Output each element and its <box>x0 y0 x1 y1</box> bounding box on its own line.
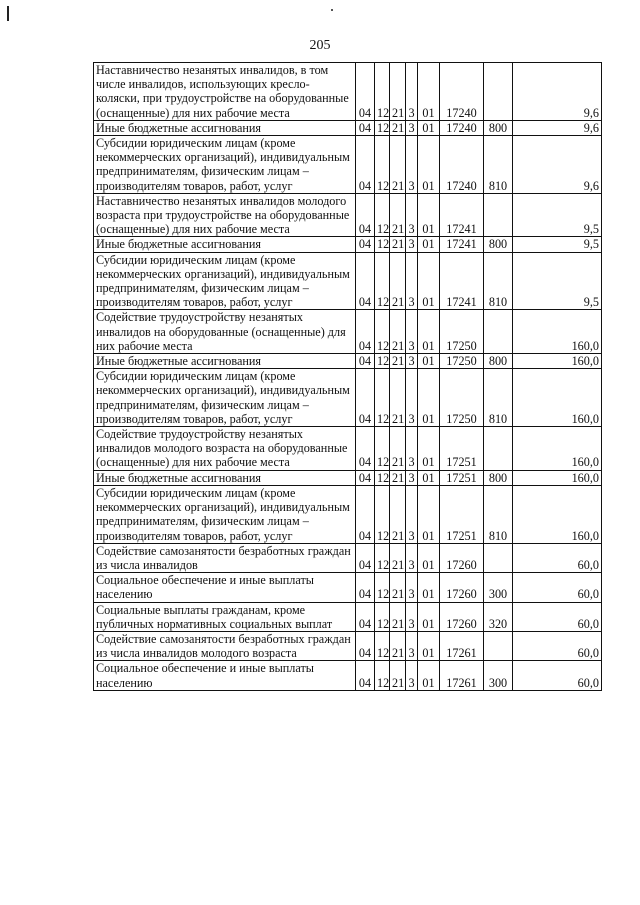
code-program: 21 <box>390 485 406 543</box>
code-main-activity: 01 <box>418 485 440 543</box>
expense-type-code: 810 <box>484 369 513 427</box>
code-section: 04 <box>356 369 375 427</box>
code-program: 21 <box>390 369 406 427</box>
code-direction: 17251 <box>440 470 484 485</box>
amount: 60,0 <box>513 543 602 572</box>
row-name: Иные бюджетные ассигнования <box>94 237 356 252</box>
code-section: 04 <box>356 470 375 485</box>
code-subsection: 12 <box>375 354 390 369</box>
code-direction: 17261 <box>440 661 484 690</box>
expense-type-code <box>484 310 513 354</box>
expense-type-code: 800 <box>484 354 513 369</box>
amount: 160,0 <box>513 369 602 427</box>
table-row <box>94 120 602 135</box>
code-direction: 17241 <box>440 193 484 237</box>
amount: 160,0 <box>513 427 602 471</box>
code-subprogram: 3 <box>406 310 418 354</box>
table-row <box>94 661 602 690</box>
code-subsection: 12 <box>375 369 390 427</box>
row-name: Иные бюджетные ассигнования <box>94 120 356 135</box>
expense-type-code <box>484 63 513 121</box>
code-program: 21 <box>390 310 406 354</box>
expense-type-code: 800 <box>484 237 513 252</box>
code-program: 21 <box>390 573 406 602</box>
budget-table-body <box>94 63 602 691</box>
row-name: Иные бюджетные ассигнования <box>94 470 356 485</box>
row-name: Иные бюджетные ассигнования <box>94 354 356 369</box>
code-subsection: 12 <box>375 136 390 194</box>
code-subprogram: 3 <box>406 252 418 310</box>
table-row <box>94 543 602 572</box>
expense-type-code <box>484 543 513 572</box>
table-row <box>94 485 602 543</box>
code-section: 04 <box>356 485 375 543</box>
row-name: Содействие самозанятости безработных граждан из числа инвалидов <box>94 543 356 572</box>
amount: 9,6 <box>513 120 602 135</box>
code-subprogram: 3 <box>406 237 418 252</box>
code-section: 04 <box>356 252 375 310</box>
code-subsection: 12 <box>375 63 390 121</box>
code-subprogram: 3 <box>406 369 418 427</box>
table-row <box>94 602 602 631</box>
amount: 9,5 <box>513 252 602 310</box>
code-main-activity: 01 <box>418 237 440 252</box>
code-main-activity: 01 <box>418 136 440 194</box>
code-program: 21 <box>390 602 406 631</box>
row-name: Субсидии юридическим лицам (кроме некоммерческих организаций), индивидуальным предпринимателям, физическим лицам – производителям товаров, работ, услуг <box>94 485 356 543</box>
code-subprogram: 3 <box>406 427 418 471</box>
code-subprogram: 3 <box>406 63 418 121</box>
row-name: Социальное обеспечение и иные выплаты населению <box>94 573 356 602</box>
code-main-activity: 01 <box>418 120 440 135</box>
code-section: 04 <box>356 661 375 690</box>
code-direction: 17260 <box>440 573 484 602</box>
code-program: 21 <box>390 470 406 485</box>
amount: 9,5 <box>513 193 602 237</box>
code-section: 04 <box>356 63 375 121</box>
code-subsection: 12 <box>375 485 390 543</box>
table-row <box>94 136 602 194</box>
expense-type-code: 810 <box>484 485 513 543</box>
table-row <box>94 354 602 369</box>
code-main-activity: 01 <box>418 252 440 310</box>
code-direction: 17260 <box>440 543 484 572</box>
code-subsection: 12 <box>375 573 390 602</box>
code-subprogram: 3 <box>406 485 418 543</box>
row-name: Содействие самозанятости безработных граждан из числа инвалидов молодого возраста <box>94 631 356 660</box>
table-row <box>94 470 602 485</box>
code-subprogram: 3 <box>406 543 418 572</box>
code-section: 04 <box>356 237 375 252</box>
code-main-activity: 01 <box>418 573 440 602</box>
code-direction: 17240 <box>440 63 484 121</box>
amount: 60,0 <box>513 602 602 631</box>
code-main-activity: 01 <box>418 354 440 369</box>
amount: 160,0 <box>513 310 602 354</box>
code-section: 04 <box>356 427 375 471</box>
table-row <box>94 193 602 237</box>
expense-type-code: 800 <box>484 470 513 485</box>
code-program: 21 <box>390 661 406 690</box>
amount: 60,0 <box>513 631 602 660</box>
code-program: 21 <box>390 237 406 252</box>
code-program: 21 <box>390 120 406 135</box>
code-subsection: 12 <box>375 120 390 135</box>
code-subprogram: 3 <box>406 354 418 369</box>
code-subprogram: 3 <box>406 193 418 237</box>
code-main-activity: 01 <box>418 427 440 471</box>
amount: 160,0 <box>513 485 602 543</box>
table-row <box>94 310 602 354</box>
row-name: Содействие трудоустройству незанятых инвалидов молодого возраста на оборудованные (оснащенные) для них рабочие места <box>94 427 356 471</box>
row-name: Наставничество незанятых инвалидов молодого возраста при трудоустройстве на оборудованные (оснащенные) для них рабочие места <box>94 193 356 237</box>
code-direction: 17261 <box>440 631 484 660</box>
code-direction: 17251 <box>440 427 484 471</box>
table-row <box>94 369 602 427</box>
scan-margin-mark <box>7 6 9 21</box>
code-program: 21 <box>390 63 406 121</box>
expense-type-code: 800 <box>484 120 513 135</box>
code-main-activity: 01 <box>418 369 440 427</box>
code-subprogram: 3 <box>406 602 418 631</box>
row-name: Субсидии юридическим лицам (кроме некоммерческих организаций), индивидуальным предпринимателям, физическим лицам – производителям товаров, работ, услуг <box>94 136 356 194</box>
amount: 160,0 <box>513 470 602 485</box>
expense-type-code <box>484 631 513 660</box>
code-subsection: 12 <box>375 602 390 631</box>
code-subprogram: 3 <box>406 120 418 135</box>
code-program: 21 <box>390 252 406 310</box>
code-main-activity: 01 <box>418 543 440 572</box>
row-name: Содействие трудоустройству незанятых инвалидов на оборудованные (оснащенные) для них рабочие места <box>94 310 356 354</box>
expense-type-code <box>484 427 513 471</box>
amount: 9,5 <box>513 237 602 252</box>
code-direction: 17250 <box>440 310 484 354</box>
page-number: 205 <box>309 38 331 53</box>
code-section: 04 <box>356 573 375 602</box>
row-name: Субсидии юридическим лицам (кроме некоммерческих организаций), индивидуальным предпринимателям, физическим лицам – производителям товаров, работ, услуг <box>94 252 356 310</box>
expense-type-code: 300 <box>484 573 513 602</box>
table-row <box>94 573 602 602</box>
code-subprogram: 3 <box>406 470 418 485</box>
code-subsection: 12 <box>375 310 390 354</box>
row-name: Социальное обеспечение и иные выплаты населению <box>94 661 356 690</box>
amount: 160,0 <box>513 354 602 369</box>
code-direction: 17241 <box>440 252 484 310</box>
expense-type-code: 810 <box>484 252 513 310</box>
scan-dust-dot <box>331 9 333 11</box>
table-row <box>94 237 602 252</box>
code-program: 21 <box>390 631 406 660</box>
code-direction: 17260 <box>440 602 484 631</box>
code-subsection: 12 <box>375 661 390 690</box>
table-row <box>94 63 602 121</box>
code-main-activity: 01 <box>418 602 440 631</box>
code-section: 04 <box>356 136 375 194</box>
amount: 60,0 <box>513 573 602 602</box>
table-row <box>94 631 602 660</box>
code-subsection: 12 <box>375 237 390 252</box>
code-main-activity: 01 <box>418 631 440 660</box>
expense-type-code: 320 <box>484 602 513 631</box>
code-section: 04 <box>356 193 375 237</box>
code-section: 04 <box>356 602 375 631</box>
code-program: 21 <box>390 543 406 572</box>
code-subprogram: 3 <box>406 661 418 690</box>
code-program: 21 <box>390 193 406 237</box>
code-main-activity: 01 <box>418 193 440 237</box>
code-main-activity: 01 <box>418 63 440 121</box>
code-section: 04 <box>356 120 375 135</box>
row-name: Наставничество незанятых инвалидов, в том числе инвалидов, использующих кресло-коляски, при трудоустройстве на оборудованные (оснащенные) для них рабочие места <box>94 63 356 121</box>
code-direction: 17240 <box>440 136 484 194</box>
code-subsection: 12 <box>375 427 390 471</box>
budget-table <box>93 62 602 691</box>
code-direction: 17250 <box>440 354 484 369</box>
code-section: 04 <box>356 354 375 369</box>
table-row <box>94 427 602 471</box>
code-subsection: 12 <box>375 193 390 237</box>
code-direction: 17250 <box>440 369 484 427</box>
expense-type-code <box>484 193 513 237</box>
expense-type-code: 300 <box>484 661 513 690</box>
code-subsection: 12 <box>375 470 390 485</box>
code-subprogram: 3 <box>406 573 418 602</box>
code-program: 21 <box>390 136 406 194</box>
code-subprogram: 3 <box>406 136 418 194</box>
row-name: Социальные выплаты гражданам, кроме публичных нормативных социальных выплат <box>94 602 356 631</box>
code-program: 21 <box>390 427 406 471</box>
code-main-activity: 01 <box>418 661 440 690</box>
code-subsection: 12 <box>375 252 390 310</box>
table-row <box>94 252 602 310</box>
amount: 60,0 <box>513 661 602 690</box>
amount: 9,6 <box>513 136 602 194</box>
code-main-activity: 01 <box>418 310 440 354</box>
code-direction: 17241 <box>440 237 484 252</box>
code-subsection: 12 <box>375 543 390 572</box>
amount: 9,6 <box>513 63 602 121</box>
row-name: Субсидии юридическим лицам (кроме некоммерческих организаций), индивидуальным предпринимателям, физическим лицам – производителям товаров, работ, услуг <box>94 369 356 427</box>
code-direction: 17251 <box>440 485 484 543</box>
code-section: 04 <box>356 543 375 572</box>
code-subsection: 12 <box>375 631 390 660</box>
expense-type-code: 810 <box>484 136 513 194</box>
code-program: 21 <box>390 354 406 369</box>
code-main-activity: 01 <box>418 470 440 485</box>
code-section: 04 <box>356 631 375 660</box>
code-subprogram: 3 <box>406 631 418 660</box>
code-section: 04 <box>356 310 375 354</box>
code-direction: 17240 <box>440 120 484 135</box>
